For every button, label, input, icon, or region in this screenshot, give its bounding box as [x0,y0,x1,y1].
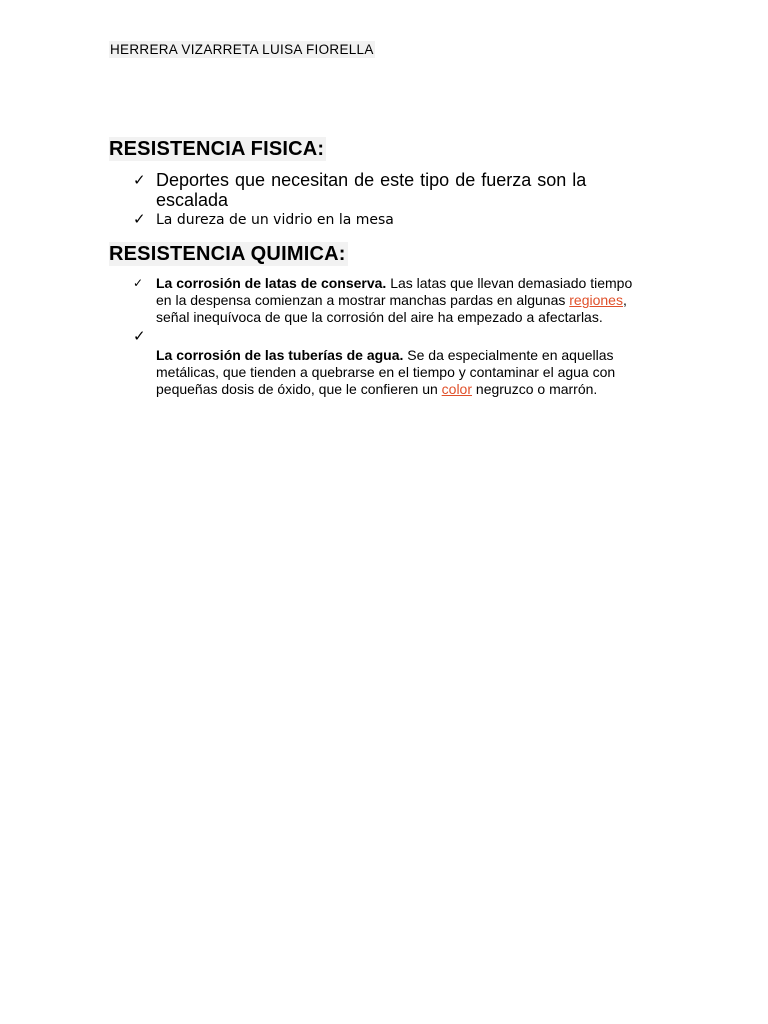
heading-resistencia-fisica: RESISTENCIA FISICA: [109,138,325,160]
list-item-quimica-1 [156,275,646,326]
item-body-text-end: , señal inequívoca de que la corrosión del aire ha empezado a afectarlas. [156,292,627,325]
checkmark-icon: ✓ [133,171,146,189]
author-header: HERRERA VIZARRETA LUISA FIORELLA [110,42,374,57]
link-color[interactable]: color [441,381,473,397]
item-body-text-end: negruzco o marrón. [472,381,598,397]
item-body-text: Se da especialmente en aquellas metálicas, que tienden a quebrarse en el tiempo y contaminar el agua con pequeñas dosis de óxido, que le confieren un [156,347,616,397]
checkmark-icon: ✓ [133,276,144,290]
heading-resistencia-quimica: RESISTENCIA QUIMICA: [109,243,346,265]
list-item-quimica-2 [156,347,646,398]
checkmark-icon: ✓ [133,327,146,345]
checkmark-icon: ✓ [133,210,146,228]
item-body-text: Las latas que llevan demasiado tiempo en la despensa comienzan a mostrar manchas pardas en algunas [156,275,633,308]
list-item-fisica-1: Deportes que necesitan de este tipo de fuerza son la escalada [156,170,587,210]
item-bold-title: La corrosión de latas de conserva. [156,275,387,291]
item-bold-title: La corrosión de las tuberías de agua. [156,347,404,363]
link-regiones[interactable]: regiones [569,292,623,308]
list-item-fisica-2: La dureza de un vidrio en la mesa [156,212,394,228]
